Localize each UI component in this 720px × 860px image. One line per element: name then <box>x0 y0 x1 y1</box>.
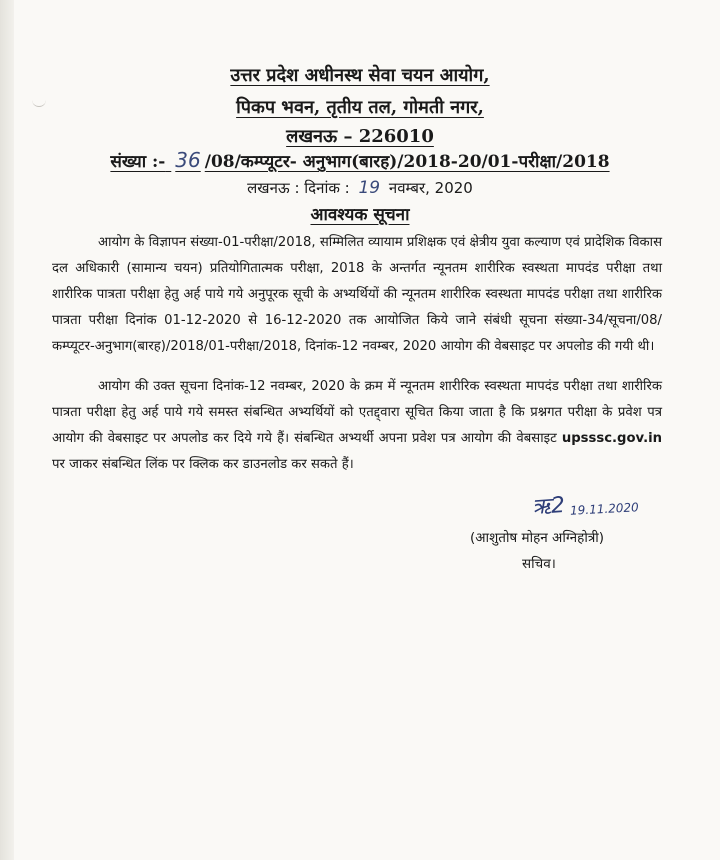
date-prefix: लखनऊ : दिनांक : <box>247 179 350 197</box>
date-line <box>0 178 720 198</box>
org-name-line: उत्तर प्रदेश अधीनस्थ सेवा चयन आयोग, <box>230 65 490 86</box>
notice-heading: आवश्यक सूचना <box>310 205 410 225</box>
website-address: upsssc.gov.in <box>561 431 662 446</box>
org-city-line: लखनऊ – 226010 <box>286 126 434 147</box>
signature-initials: ऋ2 <box>531 492 566 521</box>
notice-paragraph-2 <box>52 374 662 478</box>
reference-number-suffix: /08/कम्प्यूटर- अनुभाग(बारह)/2018-20/01-परीक्षा/2018 <box>204 152 610 172</box>
org-address-line: पिकप भवन, तृतीय तल, गोमती नगर, <box>236 97 484 118</box>
notice-paragraph-2-end: पर जाकर संबन्धित लिंक पर क्लिक कर डाउनलोड कर सकते हैं। <box>52 457 354 472</box>
notice-paragraph-2-text: आयोग की उक्त सूचना दिनांक-12 नवम्बर, 2020 के क्रम में न्यूनतम शारीरिक स्वस्थता मापदंड परीक्षा तथा शारीरिक पात्रता परीक्षा हेतु अर्ह पाये गये समस्त संबन्धित अभ्यर्थियों को एतद्द्वारा सूचित किया जाता है कि प्रश्नगत परीक्षा के प्रवेश पत्र आयोग की वेबसाइट पर अपलोड कर दिये गये हैं। संबन्धित अभ्यर्थी अपना प्रवेश पत्र आयोग की वेबसाइट <box>52 379 662 446</box>
reference-number-prefix: संख्या :- <box>110 152 166 172</box>
notice-paragraph-1: आयोग के विज्ञापन संख्या-01-परीक्षा/2018, सम्मिलित व्यायाम प्रशिक्षक एवं क्षेत्रीय युवा कल्याण एवं प्रादेशिक विकास दल अधिकारी (सामान्य चयन) प्रतियोगितात्मक परीक्षा, 2018 के अन्तर्गत न्यूनतम शारीरिक स्वस्थता मापदंड परीक्षा तथा शारीरिक पात्रता परीक्षा हेतु अर्ह पाये गये अनुपूरक सूची के अभ्यर्थियों की न्यूनतम शारीरिक स्वस्थता मापदंड परीक्षा तथा शारीरिक पात्रता परीक्षा दिनांक 01-12-2020 से 16-12-2020 तक आयोजित किये जाने संबंधी सूचना संख्या-34/सूचना/08/कम्प्यूटर-अनुभाग(बारह)/2018/01-परीक्षा/2018, दिनांक-12 नवम्बर, 2020 आयोग की वेबसाइट पर अपलोड की गयी थी। <box>52 235 662 354</box>
date-handwritten-day: 19 <box>358 178 381 198</box>
signatory-name: (आशुतोष मोहन अग्निहोत्री) <box>470 530 605 546</box>
signatory-title: सचिव। <box>522 556 556 572</box>
signature-date: 19.11.2020 <box>569 500 640 518</box>
date-suffix: नवम्बर, 2020 <box>388 179 473 197</box>
reference-number-line <box>0 148 720 172</box>
reference-number-handwritten: 36 <box>175 148 201 172</box>
